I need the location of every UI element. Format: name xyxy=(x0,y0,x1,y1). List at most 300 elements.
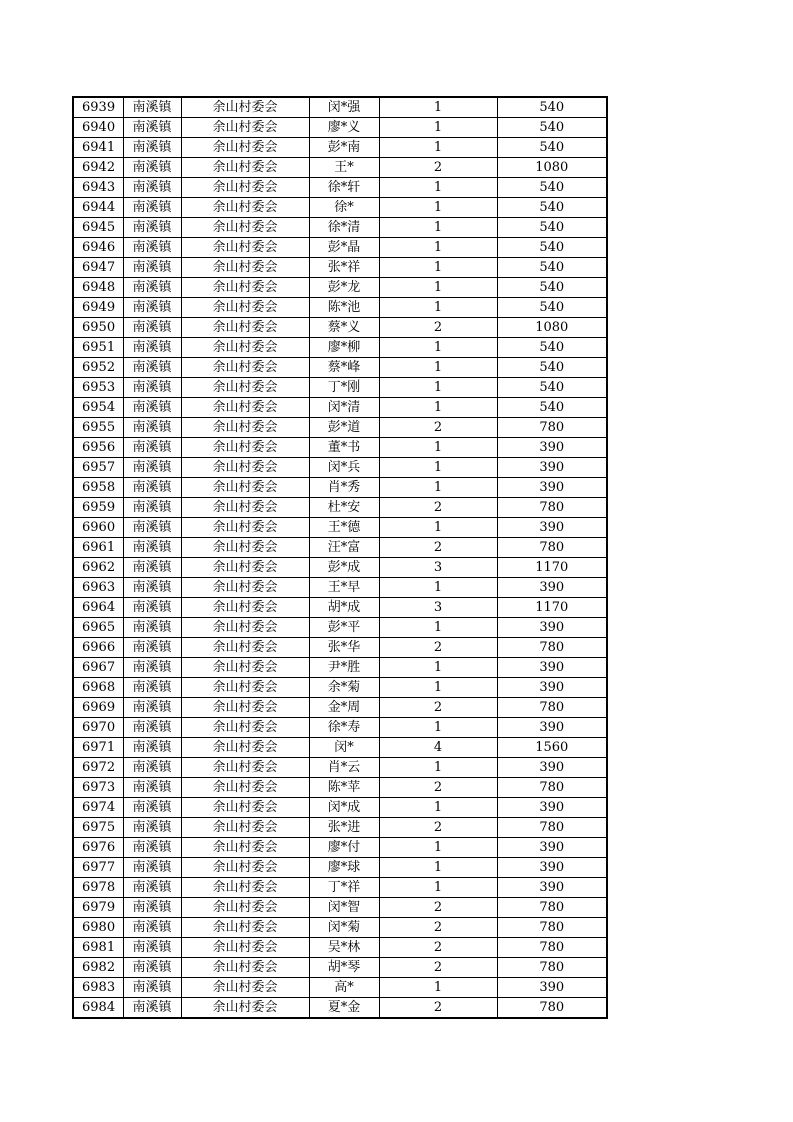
amount-cell: 780 xyxy=(497,818,607,838)
village-cell: 余山村委会 xyxy=(181,458,309,478)
id-cell: 6969 xyxy=(73,698,123,718)
amount-cell: 390 xyxy=(497,838,607,858)
village-cell: 余山村委会 xyxy=(181,758,309,778)
count-cell: 1 xyxy=(379,438,497,458)
count-cell: 1 xyxy=(379,458,497,478)
id-cell: 6978 xyxy=(73,878,123,898)
count-cell: 4 xyxy=(379,738,497,758)
id-cell: 6941 xyxy=(73,138,123,158)
amount-cell: 780 xyxy=(497,998,607,1019)
name-cell: 张*进 xyxy=(309,818,379,838)
count-cell: 1 xyxy=(379,618,497,638)
id-cell: 6979 xyxy=(73,898,123,918)
name-cell: 王*德 xyxy=(309,518,379,538)
count-cell: 1 xyxy=(379,578,497,598)
amount-cell: 390 xyxy=(497,758,607,778)
name-cell: 肖*云 xyxy=(309,758,379,778)
table-row xyxy=(73,658,607,678)
id-cell: 6977 xyxy=(73,858,123,878)
town-cell: 南溪镇 xyxy=(123,418,181,438)
village-cell: 余山村委会 xyxy=(181,938,309,958)
town-cell: 南溪镇 xyxy=(123,138,181,158)
town-cell: 南溪镇 xyxy=(123,938,181,958)
count-cell: 2 xyxy=(379,918,497,938)
village-cell: 余山村委会 xyxy=(181,678,309,698)
village-cell: 余山村委会 xyxy=(181,378,309,398)
amount-cell: 780 xyxy=(497,418,607,438)
name-cell: 廖*付 xyxy=(309,838,379,858)
name-cell: 闵*强 xyxy=(309,97,379,118)
amount-cell: 390 xyxy=(497,718,607,738)
town-cell: 南溪镇 xyxy=(123,658,181,678)
table-row xyxy=(73,858,607,878)
village-cell: 余山村委会 xyxy=(181,958,309,978)
count-cell: 1 xyxy=(379,798,497,818)
village-cell: 余山村委会 xyxy=(181,538,309,558)
village-cell: 余山村委会 xyxy=(181,718,309,738)
name-cell: 杜*安 xyxy=(309,498,379,518)
name-cell: 闵*成 xyxy=(309,798,379,818)
amount-cell: 1080 xyxy=(497,318,607,338)
name-cell: 丁*刚 xyxy=(309,378,379,398)
town-cell: 南溪镇 xyxy=(123,398,181,418)
id-cell: 6947 xyxy=(73,258,123,278)
id-cell: 6963 xyxy=(73,578,123,598)
amount-cell: 540 xyxy=(497,398,607,418)
count-cell: 1 xyxy=(379,878,497,898)
table-row xyxy=(73,398,607,418)
amount-cell: 540 xyxy=(497,218,607,238)
id-cell: 6974 xyxy=(73,798,123,818)
amount-cell: 390 xyxy=(497,978,607,998)
village-cell: 余山村委会 xyxy=(181,338,309,358)
id-cell: 6951 xyxy=(73,338,123,358)
amount-cell: 540 xyxy=(497,198,607,218)
count-cell: 2 xyxy=(379,938,497,958)
table-row xyxy=(73,958,607,978)
village-cell: 余山村委会 xyxy=(181,258,309,278)
id-cell: 6950 xyxy=(73,318,123,338)
id-cell: 6975 xyxy=(73,818,123,838)
id-cell: 6948 xyxy=(73,278,123,298)
town-cell: 南溪镇 xyxy=(123,518,181,538)
id-cell: 6946 xyxy=(73,238,123,258)
table-row xyxy=(73,798,607,818)
town-cell: 南溪镇 xyxy=(123,798,181,818)
village-cell: 余山村委会 xyxy=(181,578,309,598)
count-cell: 1 xyxy=(379,258,497,278)
village-cell: 余山村委会 xyxy=(181,918,309,938)
count-cell: 2 xyxy=(379,638,497,658)
town-cell: 南溪镇 xyxy=(123,438,181,458)
town-cell: 南溪镇 xyxy=(123,558,181,578)
id-cell: 6966 xyxy=(73,638,123,658)
table-row xyxy=(73,298,607,318)
id-cell: 6943 xyxy=(73,178,123,198)
id-cell: 6956 xyxy=(73,438,123,458)
id-cell: 6960 xyxy=(73,518,123,538)
name-cell: 金*周 xyxy=(309,698,379,718)
amount-cell: 540 xyxy=(497,138,607,158)
town-cell: 南溪镇 xyxy=(123,298,181,318)
count-cell: 2 xyxy=(379,778,497,798)
village-cell: 余山村委会 xyxy=(181,478,309,498)
table-row xyxy=(73,778,607,798)
id-cell: 6964 xyxy=(73,598,123,618)
table-row xyxy=(73,558,607,578)
name-cell: 张*祥 xyxy=(309,258,379,278)
name-cell: 夏*金 xyxy=(309,998,379,1019)
name-cell: 王*早 xyxy=(309,578,379,598)
count-cell: 2 xyxy=(379,898,497,918)
id-cell: 6953 xyxy=(73,378,123,398)
roster-table xyxy=(72,96,608,1019)
table-row xyxy=(73,478,607,498)
town-cell: 南溪镇 xyxy=(123,758,181,778)
table-row xyxy=(73,198,607,218)
town-cell: 南溪镇 xyxy=(123,978,181,998)
id-cell: 6972 xyxy=(73,758,123,778)
name-cell: 徐*寿 xyxy=(309,718,379,738)
table-row xyxy=(73,378,607,398)
village-cell: 余山村委会 xyxy=(181,398,309,418)
name-cell: 蔡*峰 xyxy=(309,358,379,378)
amount-cell: 540 xyxy=(497,378,607,398)
amount-cell: 540 xyxy=(497,278,607,298)
name-cell: 蔡*义 xyxy=(309,318,379,338)
table-row xyxy=(73,698,607,718)
town-cell: 南溪镇 xyxy=(123,958,181,978)
town-cell: 南溪镇 xyxy=(123,378,181,398)
id-cell: 6983 xyxy=(73,978,123,998)
town-cell: 南溪镇 xyxy=(123,678,181,698)
village-cell: 余山村委会 xyxy=(181,658,309,678)
amount-cell: 780 xyxy=(497,498,607,518)
name-cell: 闵*清 xyxy=(309,398,379,418)
table-row xyxy=(73,538,607,558)
id-cell: 6973 xyxy=(73,778,123,798)
name-cell: 吴*林 xyxy=(309,938,379,958)
village-cell: 余山村委会 xyxy=(181,238,309,258)
village-cell: 余山村委会 xyxy=(181,158,309,178)
town-cell: 南溪镇 xyxy=(123,538,181,558)
name-cell: 廖*球 xyxy=(309,858,379,878)
town-cell: 南溪镇 xyxy=(123,738,181,758)
town-cell: 南溪镇 xyxy=(123,878,181,898)
town-cell: 南溪镇 xyxy=(123,458,181,478)
name-cell: 闵*菊 xyxy=(309,918,379,938)
table-row xyxy=(73,638,607,658)
count-cell: 1 xyxy=(379,978,497,998)
count-cell: 1 xyxy=(379,518,497,538)
amount-cell: 780 xyxy=(497,918,607,938)
count-cell: 1 xyxy=(379,358,497,378)
town-cell: 南溪镇 xyxy=(123,158,181,178)
id-cell: 6959 xyxy=(73,498,123,518)
count-cell: 2 xyxy=(379,158,497,178)
village-cell: 余山村委会 xyxy=(181,738,309,758)
table-row xyxy=(73,918,607,938)
count-cell: 1 xyxy=(379,198,497,218)
amount-cell: 780 xyxy=(497,938,607,958)
id-cell: 6962 xyxy=(73,558,123,578)
id-cell: 6967 xyxy=(73,658,123,678)
table-row xyxy=(73,178,607,198)
amount-cell: 540 xyxy=(497,258,607,278)
count-cell: 1 xyxy=(379,118,497,138)
village-cell: 余山村委会 xyxy=(181,838,309,858)
amount-cell: 540 xyxy=(497,178,607,198)
id-cell: 6939 xyxy=(73,97,123,118)
count-cell: 1 xyxy=(379,858,497,878)
table-row xyxy=(73,358,607,378)
table-row xyxy=(73,838,607,858)
count-cell: 1 xyxy=(379,478,497,498)
town-cell: 南溪镇 xyxy=(123,318,181,338)
table-row xyxy=(73,318,607,338)
name-cell: 徐* xyxy=(309,198,379,218)
amount-cell: 390 xyxy=(497,798,607,818)
count-cell: 2 xyxy=(379,318,497,338)
town-cell: 南溪镇 xyxy=(123,838,181,858)
count-cell: 1 xyxy=(379,838,497,858)
roster-table-body xyxy=(73,97,607,1018)
id-cell: 6971 xyxy=(73,738,123,758)
amount-cell: 1170 xyxy=(497,598,607,618)
table-row xyxy=(73,758,607,778)
count-cell: 3 xyxy=(379,598,497,618)
table-row xyxy=(73,238,607,258)
amount-cell: 390 xyxy=(497,458,607,478)
id-cell: 6942 xyxy=(73,158,123,178)
count-cell: 2 xyxy=(379,498,497,518)
village-cell: 余山村委会 xyxy=(181,358,309,378)
village-cell: 余山村委会 xyxy=(181,698,309,718)
count-cell: 3 xyxy=(379,558,497,578)
village-cell: 余山村委会 xyxy=(181,118,309,138)
amount-cell: 780 xyxy=(497,638,607,658)
village-cell: 余山村委会 xyxy=(181,558,309,578)
count-cell: 2 xyxy=(379,698,497,718)
name-cell: 徐*轩 xyxy=(309,178,379,198)
town-cell: 南溪镇 xyxy=(123,818,181,838)
name-cell: 闵*智 xyxy=(309,898,379,918)
amount-cell: 1170 xyxy=(497,558,607,578)
amount-cell: 780 xyxy=(497,898,607,918)
village-cell: 余山村委会 xyxy=(181,178,309,198)
name-cell: 彭*平 xyxy=(309,618,379,638)
count-cell: 1 xyxy=(379,138,497,158)
count-cell: 1 xyxy=(379,97,497,118)
amount-cell: 540 xyxy=(497,298,607,318)
town-cell: 南溪镇 xyxy=(123,498,181,518)
count-cell: 1 xyxy=(379,718,497,738)
name-cell: 彭*成 xyxy=(309,558,379,578)
village-cell: 余山村委会 xyxy=(181,518,309,538)
count-cell: 1 xyxy=(379,398,497,418)
id-cell: 6954 xyxy=(73,398,123,418)
id-cell: 6980 xyxy=(73,918,123,938)
count-cell: 1 xyxy=(379,378,497,398)
table-row xyxy=(73,718,607,738)
id-cell: 6958 xyxy=(73,478,123,498)
village-cell: 余山村委会 xyxy=(181,198,309,218)
id-cell: 6944 xyxy=(73,198,123,218)
name-cell: 高* xyxy=(309,978,379,998)
id-cell: 6955 xyxy=(73,418,123,438)
count-cell: 2 xyxy=(379,418,497,438)
town-cell: 南溪镇 xyxy=(123,618,181,638)
amount-cell: 540 xyxy=(497,97,607,118)
name-cell: 董*书 xyxy=(309,438,379,458)
name-cell: 彭*晶 xyxy=(309,238,379,258)
town-cell: 南溪镇 xyxy=(123,278,181,298)
table-row xyxy=(73,438,607,458)
amount-cell: 390 xyxy=(497,878,607,898)
amount-cell: 390 xyxy=(497,478,607,498)
id-cell: 6970 xyxy=(73,718,123,738)
id-cell: 6949 xyxy=(73,298,123,318)
village-cell: 余山村委会 xyxy=(181,878,309,898)
count-cell: 1 xyxy=(379,338,497,358)
amount-cell: 390 xyxy=(497,658,607,678)
count-cell: 1 xyxy=(379,218,497,238)
village-cell: 余山村委会 xyxy=(181,318,309,338)
name-cell: 闵*兵 xyxy=(309,458,379,478)
name-cell: 彭*南 xyxy=(309,138,379,158)
name-cell: 肖*秀 xyxy=(309,478,379,498)
town-cell: 南溪镇 xyxy=(123,178,181,198)
count-cell: 2 xyxy=(379,998,497,1019)
town-cell: 南溪镇 xyxy=(123,998,181,1019)
count-cell: 1 xyxy=(379,238,497,258)
amount-cell: 390 xyxy=(497,858,607,878)
table-row xyxy=(73,938,607,958)
id-cell: 6976 xyxy=(73,838,123,858)
name-cell: 丁*祥 xyxy=(309,878,379,898)
town-cell: 南溪镇 xyxy=(123,338,181,358)
id-cell: 6952 xyxy=(73,358,123,378)
amount-cell: 390 xyxy=(497,578,607,598)
table-row xyxy=(73,998,607,1019)
village-cell: 余山村委会 xyxy=(181,138,309,158)
table-row xyxy=(73,978,607,998)
table-row xyxy=(73,118,607,138)
village-cell: 余山村委会 xyxy=(181,638,309,658)
name-cell: 胡*琴 xyxy=(309,958,379,978)
town-cell: 南溪镇 xyxy=(123,97,181,118)
count-cell: 1 xyxy=(379,678,497,698)
name-cell: 汪*富 xyxy=(309,538,379,558)
id-cell: 6961 xyxy=(73,538,123,558)
table-row xyxy=(73,618,607,638)
id-cell: 6957 xyxy=(73,458,123,478)
village-cell: 余山村委会 xyxy=(181,438,309,458)
village-cell: 余山村委会 xyxy=(181,858,309,878)
town-cell: 南溪镇 xyxy=(123,638,181,658)
table-row xyxy=(73,418,607,438)
amount-cell: 390 xyxy=(497,518,607,538)
amount-cell: 780 xyxy=(497,698,607,718)
table-row xyxy=(73,138,607,158)
count-cell: 1 xyxy=(379,758,497,778)
table-row xyxy=(73,498,607,518)
village-cell: 余山村委会 xyxy=(181,998,309,1019)
village-cell: 余山村委会 xyxy=(181,218,309,238)
town-cell: 南溪镇 xyxy=(123,218,181,238)
table-row xyxy=(73,678,607,698)
id-cell: 6982 xyxy=(73,958,123,978)
name-cell: 廖*义 xyxy=(309,118,379,138)
amount-cell: 780 xyxy=(497,778,607,798)
town-cell: 南溪镇 xyxy=(123,718,181,738)
count-cell: 1 xyxy=(379,278,497,298)
name-cell: 彭*道 xyxy=(309,418,379,438)
table-row xyxy=(73,518,607,538)
village-cell: 余山村委会 xyxy=(181,498,309,518)
id-cell: 6945 xyxy=(73,218,123,238)
town-cell: 南溪镇 xyxy=(123,198,181,218)
id-cell: 6981 xyxy=(73,938,123,958)
village-cell: 余山村委会 xyxy=(181,898,309,918)
town-cell: 南溪镇 xyxy=(123,898,181,918)
table-row xyxy=(73,338,607,358)
amount-cell: 1080 xyxy=(497,158,607,178)
town-cell: 南溪镇 xyxy=(123,778,181,798)
table-row xyxy=(73,218,607,238)
amount-cell: 1560 xyxy=(497,738,607,758)
name-cell: 彭*龙 xyxy=(309,278,379,298)
table-row xyxy=(73,818,607,838)
village-cell: 余山村委会 xyxy=(181,598,309,618)
name-cell: 尹*胜 xyxy=(309,658,379,678)
count-cell: 2 xyxy=(379,818,497,838)
town-cell: 南溪镇 xyxy=(123,858,181,878)
amount-cell: 780 xyxy=(497,958,607,978)
village-cell: 余山村委会 xyxy=(181,778,309,798)
town-cell: 南溪镇 xyxy=(123,698,181,718)
id-cell: 6984 xyxy=(73,998,123,1019)
name-cell: 廖*柳 xyxy=(309,338,379,358)
village-cell: 余山村委会 xyxy=(181,798,309,818)
table-row xyxy=(73,738,607,758)
id-cell: 6965 xyxy=(73,618,123,638)
town-cell: 南溪镇 xyxy=(123,238,181,258)
amount-cell: 540 xyxy=(497,118,607,138)
amount-cell: 540 xyxy=(497,338,607,358)
table-row xyxy=(73,258,607,278)
name-cell: 胡*成 xyxy=(309,598,379,618)
name-cell: 王* xyxy=(309,158,379,178)
name-cell: 闵* xyxy=(309,738,379,758)
table-row xyxy=(73,158,607,178)
count-cell: 1 xyxy=(379,178,497,198)
name-cell: 徐*清 xyxy=(309,218,379,238)
table-row xyxy=(73,458,607,478)
amount-cell: 540 xyxy=(497,358,607,378)
town-cell: 南溪镇 xyxy=(123,118,181,138)
amount-cell: 780 xyxy=(497,538,607,558)
village-cell: 余山村委会 xyxy=(181,278,309,298)
amount-cell: 390 xyxy=(497,438,607,458)
village-cell: 余山村委会 xyxy=(181,97,309,118)
name-cell: 陈*苹 xyxy=(309,778,379,798)
amount-cell: 390 xyxy=(497,678,607,698)
amount-cell: 540 xyxy=(497,238,607,258)
village-cell: 余山村委会 xyxy=(181,818,309,838)
town-cell: 南溪镇 xyxy=(123,578,181,598)
table-row xyxy=(73,578,607,598)
